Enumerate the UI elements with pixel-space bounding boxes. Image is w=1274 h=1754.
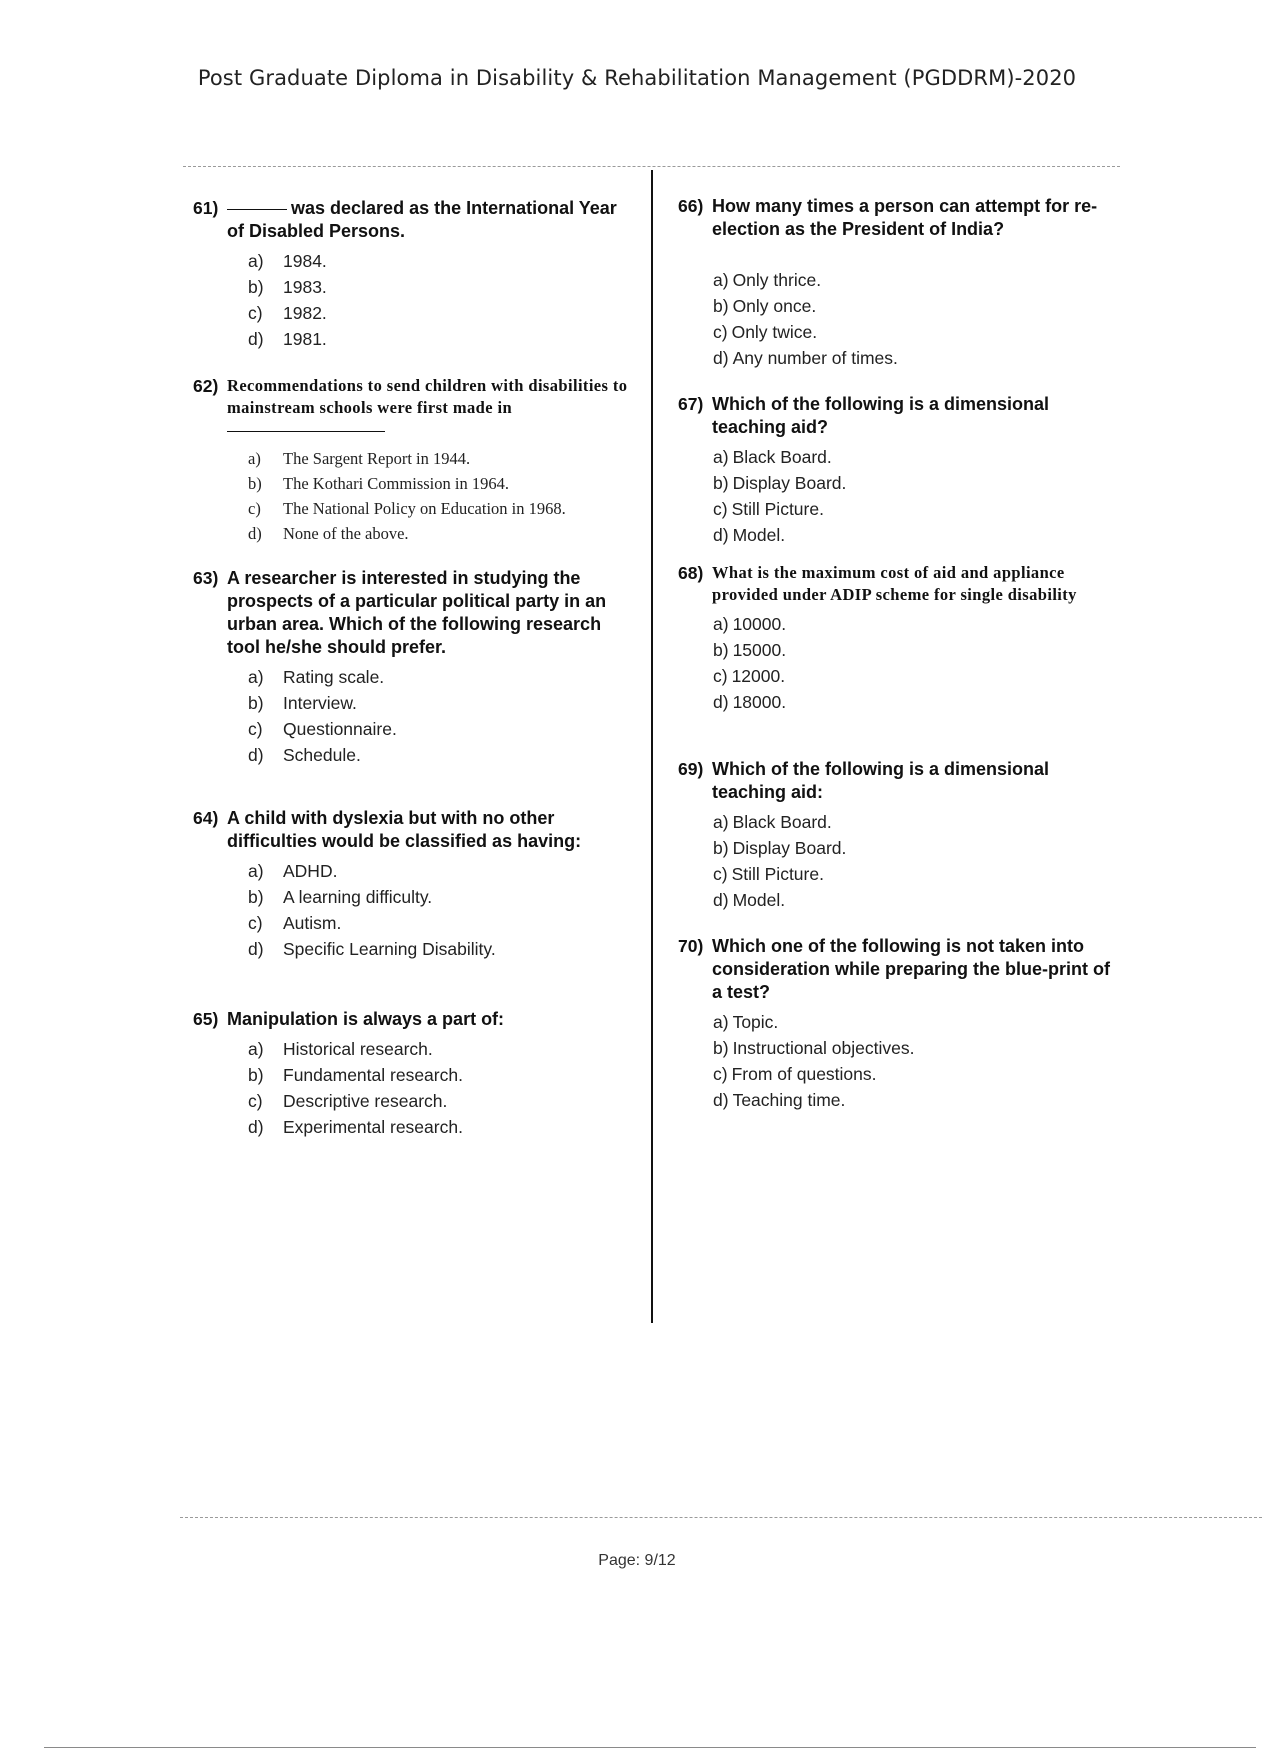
question-68 (678, 562, 1118, 715)
option-c: c) Still Picture. (713, 498, 824, 519)
option-a: a) Historical research. (248, 1038, 433, 1059)
option-b: b) The Kothari Commission in 1964. (248, 473, 509, 493)
question-62 (193, 375, 633, 546)
options-list (678, 444, 1118, 548)
option-d: d) None of the above. (248, 523, 409, 543)
option-a: a) Only thrice. (713, 269, 822, 290)
option-d: d) Any number of times. (713, 347, 898, 368)
option-c: c) From of questions. (713, 1063, 877, 1084)
option-d: d) Model. (713, 524, 786, 545)
option-d: d) Specific Learning Disability. (248, 938, 496, 959)
question-text: Which one of the following is not taken into consideration while preparing the blue-print of a test? (712, 936, 1111, 1002)
question-64 (193, 807, 633, 962)
option-b: b) Fundamental research. (248, 1064, 463, 1085)
options-list (678, 809, 1118, 913)
option-d: d) Model. (713, 889, 786, 910)
question-number: 69) (678, 759, 704, 779)
option-c: c) Descriptive research. (248, 1090, 448, 1111)
option-a: a) Black Board. (713, 811, 832, 832)
question-text: How many times a person can attempt for re-election as the President of India? (712, 196, 1098, 239)
option-b: b) Display Board. (713, 472, 847, 493)
column-divider (651, 170, 653, 1323)
option-c: c) 12000. (713, 665, 786, 686)
question-text: Recommendations to send children with disabilities to mainstream schools were first made in (227, 375, 633, 441)
options-list (193, 1036, 633, 1140)
option-a: a) 10000. (713, 613, 787, 634)
question-70 (678, 935, 1118, 1113)
option-b: b) Display Board. (713, 837, 847, 858)
question-number: 65) (193, 1009, 219, 1029)
question-text: Manipulation is always a part of: (227, 1009, 505, 1029)
question-number: 70) (678, 936, 704, 956)
question-number: 67) (678, 394, 704, 414)
option-c: c) Still Picture. (713, 863, 824, 884)
options-list (193, 446, 633, 546)
question-text: Which of the following is a dimensional teaching aid? (712, 394, 1050, 437)
option-d: d) 1981. (248, 328, 327, 349)
answer-blank (227, 431, 385, 432)
top-divider-line (183, 166, 1120, 167)
options-list (678, 1009, 1118, 1113)
option-b: b) 1983. (248, 276, 327, 297)
question-66 (678, 195, 1118, 371)
option-b: b) A learning difficulty. (248, 886, 433, 907)
footer-line (44, 1747, 1256, 1748)
question-text: A researcher is interested in studying the prospects of a particular political party in an urban area. Which of the following research tool he/she should prefer. (227, 568, 607, 657)
option-c: c) Autism. (248, 912, 342, 933)
page-number: Page: 9/12 (598, 1552, 676, 1569)
question-number: 66) (678, 196, 704, 216)
option-d: d) Teaching time. (713, 1089, 846, 1110)
bottom-divider-line (180, 1517, 1262, 1518)
question-text: was declared as the International Year of Disabled Persons. (227, 198, 617, 241)
options-list (193, 248, 633, 352)
option-a: a) Rating scale. (248, 666, 385, 687)
question-number: 64) (193, 808, 219, 828)
question-number: 68) (678, 563, 704, 583)
question-number: 62) (193, 376, 219, 396)
document-header: Post Graduate Diploma in Disability & Rehabilitation Management (PGDDRM)-2020 (197, 66, 1077, 90)
options-list (678, 267, 1118, 371)
option-a: a) Black Board. (713, 446, 832, 467)
question-69 (678, 758, 1118, 913)
question-text: A child with dyslexia but with no other difficulties would be classified as having: (227, 808, 582, 851)
option-b: b) 15000. (713, 639, 787, 660)
option-c: c) Only twice. (713, 321, 818, 342)
question-61 (193, 197, 633, 352)
answer-blank (227, 209, 287, 210)
option-c: c) Questionnaire. (248, 718, 397, 739)
options-list (193, 664, 633, 768)
option-a: a) 1984. (248, 250, 327, 271)
question-67 (678, 393, 1118, 548)
option-d: d) Schedule. (248, 744, 361, 765)
question-text: What is the maximum cost of aid and appliance provided under ADIP scheme for single disability (712, 563, 1077, 604)
option-b: b) Only once. (713, 295, 817, 316)
question-number: 63) (193, 568, 219, 588)
option-b: b) Interview. (248, 692, 357, 713)
question-63 (193, 567, 633, 768)
options-list (678, 611, 1118, 715)
option-d: d) Experimental research. (248, 1116, 463, 1137)
option-d: d) 18000. (713, 691, 787, 712)
option-c: c) 1982. (248, 302, 327, 323)
option-a: a) The Sargent Report in 1944. (248, 448, 471, 468)
question-number: 61) (193, 198, 219, 218)
option-b: b) Instructional objectives. (713, 1037, 915, 1058)
option-a: a) Topic. (713, 1011, 779, 1032)
options-list (193, 858, 633, 962)
question-text: Which of the following is a dimensional teaching aid: (712, 759, 1050, 802)
question-65 (193, 1008, 633, 1140)
option-c: c) The National Policy on Education in 1968. (248, 498, 566, 518)
option-a: a) ADHD. (248, 860, 338, 881)
